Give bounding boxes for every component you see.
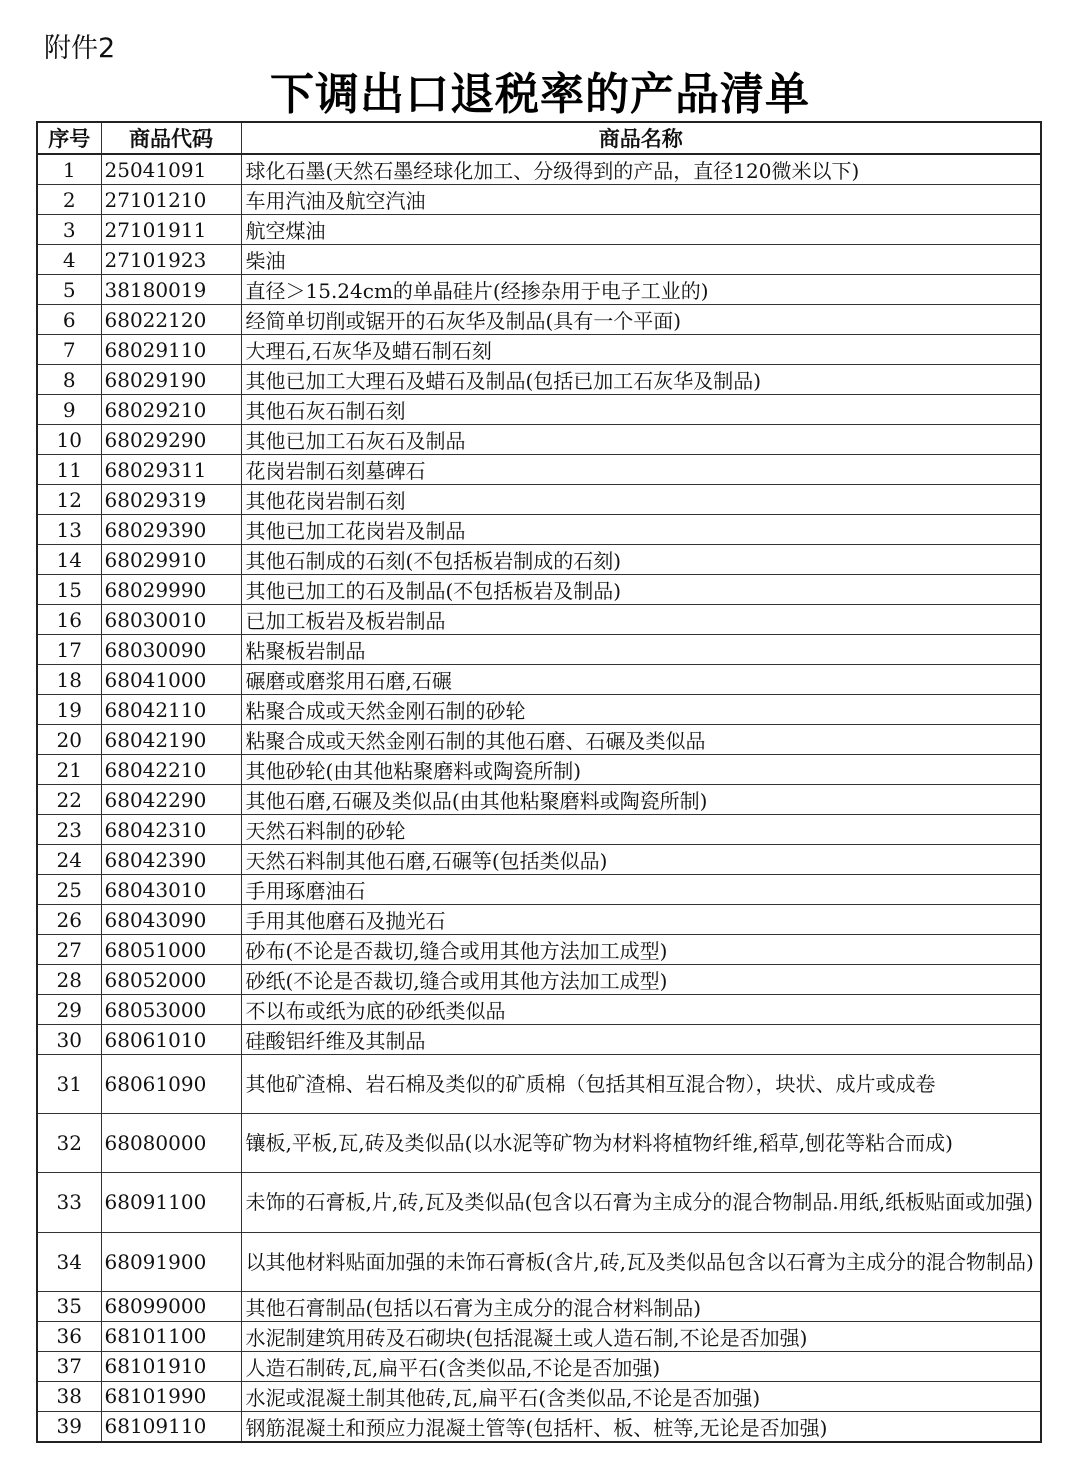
table-row — [37, 305, 1041, 335]
name-cell: 柴油 — [241, 245, 1041, 275]
name-cell: 其他已加工的石及制品(不包括板岩及制品) — [241, 575, 1041, 605]
name-cell: 粘聚合成或天然金刚石制的其他石磨、石碾及类似品 — [241, 725, 1041, 755]
name-cell: 已加工板岩及板岩制品 — [241, 605, 1041, 635]
code-cell: 68101990 — [101, 1381, 241, 1411]
serial-cell: 6 — [37, 305, 101, 335]
name-cell: 航空煤油 — [241, 215, 1041, 245]
name-cell: 人造石制砖,瓦,扁平石(含类似品,不论是否加强) — [241, 1351, 1041, 1381]
serial-cell: 35 — [37, 1291, 101, 1321]
table-row — [37, 605, 1041, 635]
table-row — [37, 725, 1041, 755]
serial-cell: 9 — [37, 395, 101, 425]
name-cell: 球化石墨(天然石墨经球化加工、分级得到的产品，直径120微米以下) — [241, 154, 1041, 185]
serial-cell: 16 — [37, 605, 101, 635]
serial-cell: 8 — [37, 365, 101, 395]
code-cell: 68029319 — [101, 485, 241, 515]
code-cell: 68029311 — [101, 455, 241, 485]
name-cell: 其他矿渣棉、岩石棉及类似的矿质棉（包括其相互混合物），块状、成片或成卷 — [241, 1055, 1041, 1114]
serial-cell: 3 — [37, 215, 101, 245]
name-cell: 其他已加工石灰石及制品 — [241, 425, 1041, 455]
table-row — [37, 545, 1041, 575]
code-cell: 68042210 — [101, 755, 241, 785]
serial-cell: 36 — [37, 1321, 101, 1351]
name-cell: 天然石料制其他石磨,石碾等(包括类似品) — [241, 845, 1041, 875]
code-cell: 27101923 — [101, 245, 241, 275]
serial-cell: 26 — [37, 905, 101, 935]
table-row — [37, 995, 1041, 1025]
table-row — [37, 1321, 1041, 1351]
serial-cell: 17 — [37, 635, 101, 665]
name-cell: 水泥制建筑用砖及石砌块(包括混凝土或人造石制,不论是否加强) — [241, 1321, 1041, 1351]
table-row — [37, 1291, 1041, 1321]
name-cell: 经简单切削或锯开的石灰华及制品(具有一个平面) — [241, 305, 1041, 335]
table-row — [37, 1114, 1041, 1173]
table-row — [37, 935, 1041, 965]
code-cell: 68052000 — [101, 965, 241, 995]
serial-cell: 11 — [37, 455, 101, 485]
serial-cell: 18 — [37, 665, 101, 695]
name-cell: 水泥或混凝土制其他砖,瓦,扁平石(含类似品,不论是否加强) — [241, 1381, 1041, 1411]
code-cell: 68099000 — [101, 1291, 241, 1321]
serial-cell: 23 — [37, 815, 101, 845]
name-cell: 粘聚板岩制品 — [241, 635, 1041, 665]
name-cell: 碾磨或磨浆用石磨,石碾 — [241, 665, 1041, 695]
serial-cell: 34 — [37, 1232, 101, 1291]
serial-cell: 25 — [37, 875, 101, 905]
name-cell: 其他石制成的石刻(不包括板岩制成的石刻) — [241, 545, 1041, 575]
serial-cell: 2 — [37, 185, 101, 215]
name-cell: 其他已加工花岗岩及制品 — [241, 515, 1041, 545]
code-cell: 68051000 — [101, 935, 241, 965]
code-cell: 68029910 — [101, 545, 241, 575]
serial-cell: 29 — [37, 995, 101, 1025]
serial-cell: 39 — [37, 1411, 101, 1442]
name-cell: 粘聚合成或天然金刚石制的砂轮 — [241, 695, 1041, 725]
table-row — [37, 185, 1041, 215]
table-row — [37, 215, 1041, 245]
serial-cell: 31 — [37, 1055, 101, 1114]
name-cell: 大理石,石灰华及蜡石制石刻 — [241, 335, 1041, 365]
table-row — [37, 575, 1041, 605]
table-row — [37, 965, 1041, 995]
serial-cell: 1 — [37, 154, 101, 185]
page-title: 下调出口退税率的产品清单 — [270, 69, 810, 120]
serial-cell: 10 — [37, 425, 101, 455]
code-cell: 27101210 — [101, 185, 241, 215]
table-row — [37, 635, 1041, 665]
code-cell: 68091100 — [101, 1173, 241, 1232]
product-list-table — [36, 121, 1042, 1443]
table-body — [37, 154, 1041, 1442]
code-cell: 68029990 — [101, 575, 241, 605]
code-cell: 68029110 — [101, 335, 241, 365]
code-cell: 68029290 — [101, 425, 241, 455]
serial-cell: 19 — [37, 695, 101, 725]
table-row — [37, 1381, 1041, 1411]
name-cell: 其他砂轮(由其他粘聚磨料或陶瓷所制) — [241, 755, 1041, 785]
serial-cell: 13 — [37, 515, 101, 545]
name-cell: 未饰的石膏板,片,砖,瓦及类似品(包含以石膏为主成分的混合物制品.用纸,纸板贴面或加强) — [241, 1173, 1041, 1232]
code-cell: 68080000 — [101, 1114, 241, 1173]
name-cell: 其他已加工大理石及蜡石及制品(包括已加工石灰华及制品) — [241, 365, 1041, 395]
code-cell: 68041000 — [101, 665, 241, 695]
code-cell: 68042190 — [101, 725, 241, 755]
code-cell: 68091900 — [101, 1232, 241, 1291]
serial-cell: 28 — [37, 965, 101, 995]
serial-cell: 21 — [37, 755, 101, 785]
table-row — [37, 365, 1041, 395]
serial-cell: 20 — [37, 725, 101, 755]
attachment-label: 附件2 — [44, 33, 116, 64]
table-row — [37, 425, 1041, 455]
code-cell: 68029390 — [101, 515, 241, 545]
table-row — [37, 755, 1041, 785]
header-serial: 序号 — [37, 122, 101, 154]
name-cell: 不以布或纸为底的砂纸类似品 — [241, 995, 1041, 1025]
header-code: 商品代码 — [101, 122, 241, 154]
table-row — [37, 845, 1041, 875]
code-cell: 68061090 — [101, 1055, 241, 1114]
serial-cell: 37 — [37, 1351, 101, 1381]
table-row — [37, 875, 1041, 905]
code-cell: 68042110 — [101, 695, 241, 725]
code-cell: 68061010 — [101, 1025, 241, 1055]
serial-cell: 12 — [37, 485, 101, 515]
name-cell: 车用汽油及航空汽油 — [241, 185, 1041, 215]
table-row — [37, 1173, 1041, 1232]
code-cell: 68042310 — [101, 815, 241, 845]
table-row — [37, 1025, 1041, 1055]
table-row — [37, 485, 1041, 515]
table-row — [37, 455, 1041, 485]
table-row — [37, 695, 1041, 725]
code-cell: 68042390 — [101, 845, 241, 875]
code-cell: 27101911 — [101, 215, 241, 245]
name-cell: 其他石磨,石碾及类似品(由其他粘聚磨料或陶瓷所制) — [241, 785, 1041, 815]
table-row — [37, 1351, 1041, 1381]
serial-cell: 14 — [37, 545, 101, 575]
table-row — [37, 1411, 1041, 1442]
name-cell: 天然石料制的砂轮 — [241, 815, 1041, 845]
code-cell: 68030010 — [101, 605, 241, 635]
name-cell: 其他花岗岩制石刻 — [241, 485, 1041, 515]
table-row — [37, 905, 1041, 935]
name-cell: 其他石灰石制石刻 — [241, 395, 1041, 425]
table-row — [37, 815, 1041, 845]
header-name: 商品名称 — [241, 122, 1041, 154]
code-cell: 68029210 — [101, 395, 241, 425]
code-cell: 68030090 — [101, 635, 241, 665]
table-row — [37, 1055, 1041, 1114]
table-row — [37, 785, 1041, 815]
code-cell: 25041091 — [101, 154, 241, 185]
name-cell: 以其他材料贴面加强的未饰石膏板(含片,砖,瓦及类似品包含以石膏为主成分的混合物制品) — [241, 1232, 1041, 1291]
code-cell: 68043090 — [101, 905, 241, 935]
code-cell: 68043010 — [101, 875, 241, 905]
table-row — [37, 154, 1041, 185]
serial-cell: 5 — [37, 275, 101, 305]
table-row — [37, 245, 1041, 275]
table-row — [37, 1232, 1041, 1291]
table-row — [37, 395, 1041, 425]
code-cell: 68109110 — [101, 1411, 241, 1442]
serial-cell: 4 — [37, 245, 101, 275]
serial-cell: 27 — [37, 935, 101, 965]
serial-cell: 30 — [37, 1025, 101, 1055]
code-cell: 68053000 — [101, 995, 241, 1025]
table-row — [37, 665, 1041, 695]
name-cell: 钢筋混凝土和预应力混凝土管等(包括杆、板、桩等,无论是否加强) — [241, 1411, 1041, 1442]
code-cell: 68022120 — [101, 305, 241, 335]
name-cell: 砂布(不论是否裁切,缝合或用其他方法加工成型) — [241, 935, 1041, 965]
code-cell: 68101910 — [101, 1351, 241, 1381]
name-cell: 砂纸(不论是否裁切,缝合或用其他方法加工成型) — [241, 965, 1041, 995]
serial-cell: 24 — [37, 845, 101, 875]
name-cell: 花岗岩制石刻墓碑石 — [241, 455, 1041, 485]
table-row — [37, 275, 1041, 305]
name-cell: 其他石膏制品(包括以石膏为主成分的混合材料制品) — [241, 1291, 1041, 1321]
code-cell: 68101100 — [101, 1321, 241, 1351]
code-cell: 68029190 — [101, 365, 241, 395]
name-cell: 镶板,平板,瓦,砖及类似品(以水泥等矿物为材料将植物纤维,稻草,刨花等粘合而成) — [241, 1114, 1041, 1173]
name-cell: 硅酸铝纤维及其制品 — [241, 1025, 1041, 1055]
serial-cell: 33 — [37, 1173, 101, 1232]
serial-cell: 7 — [37, 335, 101, 365]
name-cell: 手用其他磨石及抛光石 — [241, 905, 1041, 935]
serial-cell: 32 — [37, 1114, 101, 1173]
name-cell: 直径＞15.24cm的单晶硅片(经掺杂用于电子工业的) — [241, 275, 1041, 305]
name-cell: 手用琢磨油石 — [241, 875, 1041, 905]
serial-cell: 22 — [37, 785, 101, 815]
code-cell: 38180019 — [101, 275, 241, 305]
serial-cell: 15 — [37, 575, 101, 605]
serial-cell: 38 — [37, 1381, 101, 1411]
table-row — [37, 515, 1041, 545]
code-cell: 68042290 — [101, 785, 241, 815]
table-header-row — [37, 122, 1041, 154]
table-row — [37, 335, 1041, 365]
